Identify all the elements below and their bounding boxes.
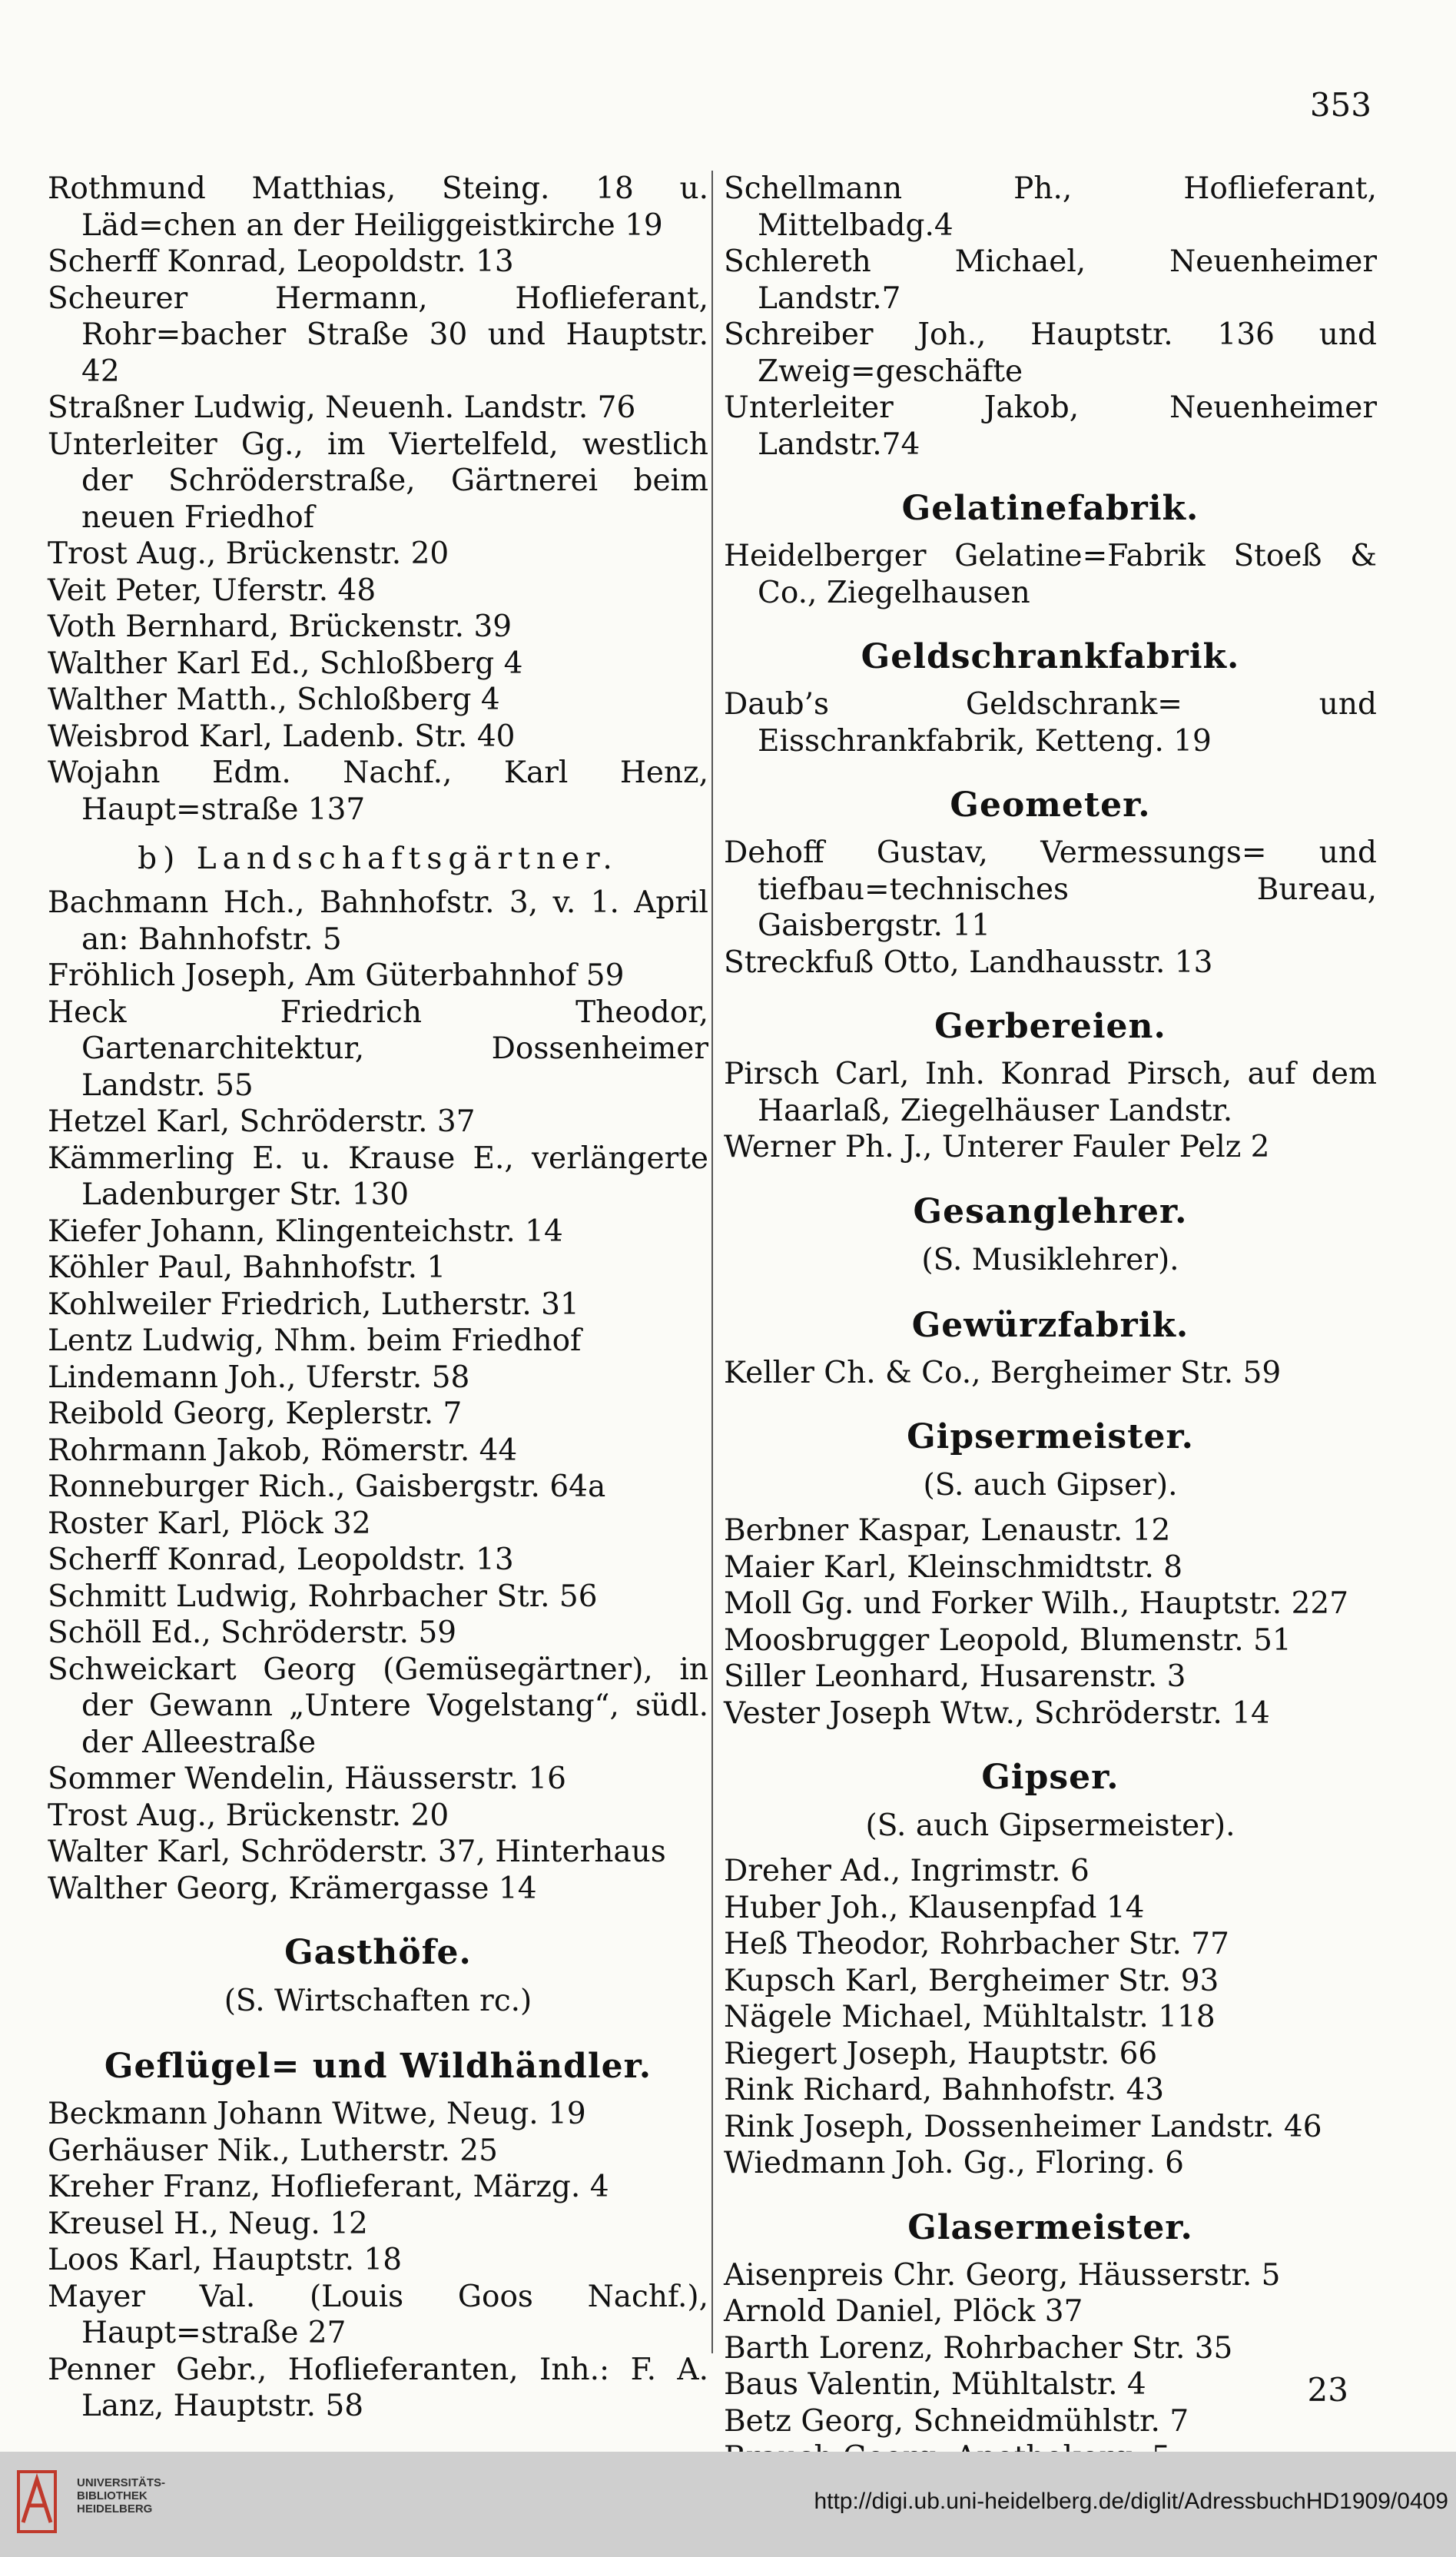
section-heading: Gasthöfe. bbox=[284, 1933, 472, 1972]
section-heading: Gelatinefabrik. bbox=[901, 489, 1199, 528]
directory-entry: Werner Ph. J., Unterer Fauler Pelz 2 bbox=[724, 1130, 1270, 1164]
directory-entry: Lentz Ludwig, Nhm. beim Friedhof bbox=[48, 1323, 582, 1358]
section-heading: Gipser. bbox=[981, 1758, 1119, 1797]
directory-entry: Schellmann Ph., Hoflieferant, Mittelbadg.4 bbox=[724, 171, 1377, 243]
directory-entry: Huber Joh., Klausenpfad 14 bbox=[724, 1890, 1145, 1925]
directory-entry: Gerhäuser Nik., Lutherstr. 25 bbox=[48, 2133, 498, 2168]
directory-entry: Arnold Daniel, Plöck 37 bbox=[724, 2294, 1083, 2329]
directory-entry: Schreiber Joh., Hauptstr. 136 und Zweig=geschäfte bbox=[724, 317, 1377, 389]
directory-entry: Heidelberger Gelatine=Fabrik Stoeß & Co., Ziegelhausen bbox=[724, 539, 1377, 610]
directory-entry: Kohlweiler Friedrich, Lutherstr. 31 bbox=[48, 1287, 579, 1322]
directory-entry: Weisbrod Karl, Ladenb. Str. 40 bbox=[48, 719, 516, 754]
directory-entry: Mayer Val. (Louis Goos Nachf.), Haupt=straße 27 bbox=[48, 2279, 708, 2350]
directory-entry: Lindemann Joh., Uferstr. 58 bbox=[48, 1360, 470, 1395]
cross-reference-note: (S. Wirtschaften rc.) bbox=[224, 1984, 532, 2018]
page-number: 353 bbox=[1309, 86, 1371, 124]
directory-entry: Rohrmann Jakob, Römerstr. 44 bbox=[48, 1433, 518, 1468]
directory-entry: Trost Aug., Brückenstr. 20 bbox=[48, 1798, 449, 1833]
directory-entry: Baus Valentin, Mühltalstr. 4 bbox=[724, 2367, 1146, 2402]
directory-entry: Scherff Konrad, Leopoldstr. 13 bbox=[48, 1543, 514, 1577]
logo-line-3: HEIDELBERG bbox=[77, 2502, 153, 2515]
section-heading: Gipsermeister. bbox=[907, 1417, 1194, 1456]
cross-reference-note: (S. auch Gipser). bbox=[923, 1468, 1178, 1503]
directory-entry: Sommer Wendelin, Häusserstr. 16 bbox=[48, 1762, 566, 1796]
directory-entry: Voth Bernhard, Brückenstr. 39 bbox=[48, 609, 512, 644]
directory-entry: Barth Lorenz, Rohrbacher Str. 35 bbox=[724, 2330, 1233, 2366]
directory-entry: Kreher Franz, Hoflieferant, Märzg. 4 bbox=[48, 2170, 609, 2204]
directory-entry: Dreher Ad., Ingrimstr. 6 bbox=[724, 1854, 1090, 1888]
directory-entry: Kupsch Karl, Bergheimer Str. 93 bbox=[724, 1963, 1219, 1998]
directory-entry: Walther Matth., Schloßberg 4 bbox=[48, 682, 500, 717]
section-heading: Glasermeister. bbox=[907, 2207, 1193, 2247]
section-heading: Gerbereien. bbox=[934, 1007, 1166, 1046]
directory-entry: Pirsch Carl, Inh. Konrad Pirsch, auf dem Haarlaß, Ziegelhäuser Landstr. bbox=[724, 1057, 1377, 1128]
directory-entry: Scheurer Hermann, Hoflieferant, Rohr=bacher Straße 30 und Hauptstr. 42 bbox=[48, 281, 708, 389]
section-heading: Geometer. bbox=[950, 785, 1151, 825]
directory-entry: Beckmann Johann Witwe, Neug. 19 bbox=[48, 2097, 586, 2131]
directory-entry: Loos Karl, Hauptstr. 18 bbox=[48, 2243, 403, 2277]
section-heading: Gesanglehrer. bbox=[913, 1191, 1188, 1231]
directory-entry: Wojahn Edm. Nachf., Karl Henz, Haupt=straße 137 bbox=[48, 755, 708, 827]
directory-entry: Kreusel H., Neug. 12 bbox=[48, 2206, 368, 2241]
directory-entry: Kiefer Johann, Klingenteichstr. 14 bbox=[48, 1214, 563, 1249]
viewer-footer bbox=[0, 2452, 1456, 2557]
directory-entry: Walther Karl Ed., Schloßberg 4 bbox=[48, 646, 523, 681]
directory-entry: Scherff Konrad, Leopoldstr. 13 bbox=[48, 244, 514, 279]
cross-reference-note: (S. auch Gipsermeister). bbox=[865, 1808, 1235, 1843]
column-divider bbox=[711, 171, 713, 2353]
directory-entry: Roster Karl, Plöck 32 bbox=[48, 1506, 371, 1541]
directory-entry: Riegert Joseph, Hauptstr. 66 bbox=[724, 2036, 1158, 2071]
directory-entry: Unterleiter Jakob, Neuenheimer Landstr.74 bbox=[724, 390, 1377, 462]
directory-entry: Rink Richard, Bahnhofstr. 43 bbox=[724, 2073, 1165, 2107]
section-heading: Geldschrankfabrik. bbox=[861, 637, 1240, 676]
directory-entry: Keller Ch. & Co., Bergheimer Str. 59 bbox=[724, 1355, 1282, 1390]
directory-entry: Veit Peter, Uferstr. 48 bbox=[48, 573, 376, 608]
cross-reference-note: (S. Musiklehrer). bbox=[921, 1242, 1179, 1277]
directory-entry: Dehoff Gustav, Vermessungs= und tiefbau=technisches Bureau, Gaisbergstr. 11 bbox=[724, 835, 1377, 943]
left-column bbox=[48, 171, 708, 2425]
section-heading: Geflügel= und Wildhändler. bbox=[104, 2047, 652, 2086]
directory-entry: Rink Joseph, Dossenheimer Landstr. 46 bbox=[724, 2109, 1322, 2144]
directory-entry: Trost Aug., Brückenstr. 20 bbox=[48, 536, 449, 571]
directory-entry: Köhler Paul, Bahnhofstr. 1 bbox=[48, 1250, 446, 1285]
directory-entry: Berbner Kaspar, Lenaustr. 12 bbox=[724, 1513, 1171, 1548]
sheet-number: 23 bbox=[1307, 2371, 1348, 2409]
section-subheading: b) Landschaftsgärtner. bbox=[138, 842, 619, 876]
directory-entry: Siller Leonhard, Husarenstr. 3 bbox=[724, 1659, 1186, 1694]
directory-entry: Fröhlich Joseph, Am Güterbahnhof 59 bbox=[48, 958, 625, 993]
directory-entry: Moll Gg. und Forker Wilh., Hauptstr. 227 bbox=[724, 1586, 1349, 1621]
directory-entry: Penner Gebr., Hoflieferanten, Inh.: F. A. Lanz, Hauptstr. 58 bbox=[48, 2352, 708, 2423]
directory-entry: Daub’s Geldschrank= und Eisschrankfabrik, Ketteng. 19 bbox=[724, 687, 1377, 759]
directory-entry: Heß Theodor, Rohrbacher Str. 77 bbox=[724, 1927, 1229, 1961]
directory-entry: Maier Karl, Kleinschmidtstr. 8 bbox=[724, 1549, 1183, 1585]
directory-entry: Kämmerling E. u. Krause E., verlängerte Ladenburger Str. 130 bbox=[48, 1141, 708, 1212]
source-url-link[interactable]: http://digi.ub.uni-heidelberg.de/diglit/AdressbuchHD1909/0409 bbox=[814, 2489, 1448, 2514]
directory-entry: Bachmann Hch., Bahnhofstr. 3, v. 1. April an: Bahnhofstr. 5 bbox=[48, 885, 708, 957]
directory-entry: Reibold Georg, Keplerstr. 7 bbox=[48, 1396, 463, 1431]
directory-entry: Rothmund Matthias, Steing. 18 u. Läd=chen an der Heiliggeistkirche 19 bbox=[48, 171, 708, 243]
directory-entry: Straßner Ludwig, Neuenh. Landstr. 76 bbox=[48, 390, 636, 425]
directory-entry: Wiedmann Joh. Gg., Floring. 6 bbox=[724, 2146, 1184, 2180]
directory-entry: Schöll Ed., Schröderstr. 59 bbox=[48, 1616, 457, 1650]
directory-entry: Schweickart Georg (Gemüsegärtner), in der Gewann „Untere Vogelstang“, südl. der Alleestraße bbox=[48, 1652, 708, 1760]
library-logo-icon bbox=[15, 2469, 58, 2535]
directory-entry: Nägele Michael, Mühltalstr. 118 bbox=[724, 2000, 1216, 2034]
logo-line-2: BIBLIOTHEK bbox=[77, 2489, 148, 2502]
directory-entry: Schlereth Michael, Neuenheimer Landstr.7 bbox=[724, 244, 1377, 316]
directory-entry: Streckfuß Otto, Landhausstr. 13 bbox=[724, 945, 1213, 980]
library-logo-text bbox=[77, 2476, 231, 2515]
directory-entry: Unterleiter Gg., im Viertelfeld, westlich der Schröderstraße, Gärtnerei beim neuen Friedhof bbox=[48, 427, 708, 535]
directory-entry: Schmitt Ludwig, Rohrbacher Str. 56 bbox=[48, 1579, 598, 1614]
directory-entry: Heck Friedrich Theodor, Gartenarchitektur, Dossenheimer Landstr. 55 bbox=[48, 995, 708, 1103]
directory-entry: Ronneburger Rich., Gaisbergstr. 64a bbox=[48, 1469, 606, 1504]
directory-entry: Walther Georg, Krämergasse 14 bbox=[48, 1871, 537, 1906]
directory-entry: Walter Karl, Schröderstr. 37, Hinterhaus bbox=[48, 1835, 666, 1869]
directory-entry: Vester Joseph Wtw., Schröderstr. 14 bbox=[724, 1695, 1270, 1731]
right-column bbox=[724, 171, 1377, 2476]
directory-entry: Aisenpreis Chr. Georg, Häusserstr. 5 bbox=[724, 2257, 1281, 2293]
directory-entry: Betz Georg, Schneidmühlstr. 7 bbox=[724, 2403, 1189, 2439]
logo-line-1: UNIVERSITÄTS- bbox=[77, 2476, 166, 2489]
section-heading: Gewürzfabrik. bbox=[911, 1305, 1189, 1345]
directory-entry: Hetzel Karl, Schröderstr. 37 bbox=[48, 1104, 476, 1139]
directory-entry: Moosbrugger Leopold, Blumenstr. 51 bbox=[724, 1622, 1292, 1658]
